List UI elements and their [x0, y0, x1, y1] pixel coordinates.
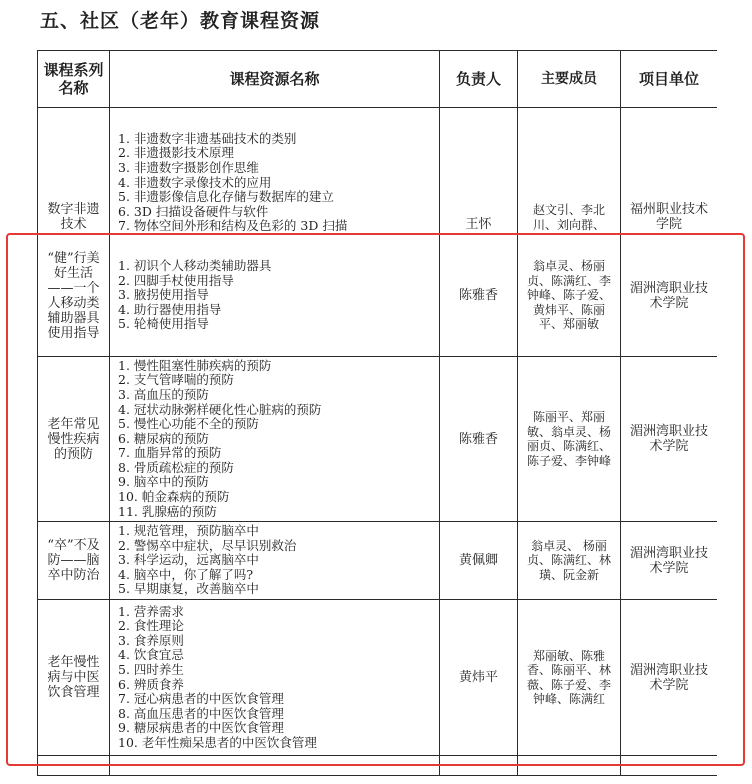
- header-category: 课程系列名称: [38, 51, 110, 108]
- list-item: 5. 早期康复，改善脑卒中: [118, 581, 259, 597]
- lead-person: 陈雅香: [440, 235, 518, 357]
- list-item: 3. 科学运动，远离脑卒中: [118, 552, 259, 568]
- members-list: 陈丽平、郑丽敏、翁卓灵、杨丽贞、陈满红、陈子爱、李钟峰: [518, 357, 621, 522]
- members-list: 赵文引、李北川、刘向群、: [518, 108, 621, 235]
- table-row-partial: [38, 756, 718, 776]
- header-lead: 负责人: [440, 51, 518, 108]
- header-unit: 项目单位: [621, 51, 718, 108]
- resource-list: [110, 357, 440, 522]
- list-item: 1. 规范管理，预防脑卒中: [118, 523, 259, 539]
- list-item: 3. 非遗数字摄影创作思维: [118, 160, 259, 176]
- list-item: 2. 警惕卒中症状，尽早识别救治: [118, 537, 297, 553]
- list-item: 2. 支气管哮喘的预防: [118, 372, 234, 388]
- resource-list: [110, 600, 440, 756]
- header-members: 主要成员: [518, 51, 621, 108]
- course-category: “卒”不及防——脑卒中防治: [38, 522, 110, 600]
- members-list: 翁卓灵、杨丽贞、陈满红、李钟峰、陈子爱、黄炜平、陈丽平、郑丽敏: [518, 235, 621, 357]
- list-item: 6. 糖尿病的预防: [118, 430, 209, 446]
- list-item: 7. 血脂异常的预防: [118, 445, 222, 461]
- list-item: 6. 3D 扫描设备硬件与软件: [118, 203, 269, 219]
- list-item: 9. 脑卒中的预防: [118, 474, 209, 490]
- list-item: 1. 初识个人移动类辅助器具: [118, 258, 272, 274]
- list-item: 4. 助行器使用指导: [118, 301, 222, 317]
- list-item: 5. 轮椅使用指导: [118, 316, 209, 332]
- project-unit: 湄洲湾职业技术学院: [621, 357, 718, 522]
- list-item: 9. 糖尿病患者的中医饮食管理: [118, 720, 284, 736]
- table-row: [38, 357, 718, 522]
- list-item: 2. 四脚手杖使用指导: [118, 272, 234, 288]
- list-item: 5. 非遗影像信息化存储与数据库的建立: [118, 189, 334, 205]
- list-item: 4. 冠状动脉粥样硬化性心脏病的预防: [118, 401, 322, 417]
- header-resources: 课程资源名称: [110, 51, 440, 108]
- list-item: 2. 非遗摄影技术原理: [118, 145, 234, 161]
- list-item: 5. 四时养生: [118, 661, 184, 677]
- project-unit: 湄洲湾职业技术学院: [621, 600, 718, 756]
- course-category: 老年慢性病与中医饮食管理: [38, 600, 110, 756]
- course-category: 数字非遗技术: [38, 108, 110, 235]
- course-resource-table: [37, 50, 717, 776]
- lead-person: 黄佩卿: [440, 522, 518, 600]
- table-viewport: [37, 50, 717, 784]
- list-item: 10. 帕金森病的预防: [118, 489, 230, 505]
- members-list: 郑丽敏、陈雅香、陈丽平、林薇、陈子爱、李钟峰、陈满红: [518, 600, 621, 756]
- list-item: 5. 慢性心功能不全的预防: [118, 416, 259, 432]
- list-item: 1. 非遗数字非遗基础技术的类别: [118, 130, 297, 146]
- section-heading: 五、社区（老年）教育课程资源: [40, 10, 321, 32]
- list-item: 8. 骨质疏松症的预防: [118, 459, 234, 475]
- table-row: [38, 108, 718, 235]
- list-item: 4. 非遗数字录像技术的应用: [118, 174, 272, 190]
- members-list: 翁卓灵、 杨丽贞、陈满红、林璜、阮金新: [518, 522, 621, 600]
- list-item: 8. 高血压患者的中医饮食管理: [118, 705, 284, 721]
- list-item: 3. 食养原则: [118, 632, 184, 648]
- course-category: “健”行美好生活——一个人移动类辅助器具使用指导: [38, 235, 110, 357]
- list-item: 10. 老年性痴呆患者的中医饮食管理: [118, 734, 317, 750]
- lead-person: 王怀: [440, 108, 518, 235]
- list-item: 3. 腋拐使用指导: [118, 287, 209, 303]
- resource-list: [110, 522, 440, 600]
- list-item: 4. 饮食宜忌: [118, 647, 184, 663]
- resource-list: [110, 235, 440, 357]
- list-item: 7. 物体空间外形和结构及色彩的 3D 扫描: [118, 218, 348, 234]
- list-item: 11. 乳腺癌的预防: [118, 503, 217, 519]
- table-row: [38, 235, 718, 357]
- list-item: 7. 冠心病患者的中医饮食管理: [118, 691, 284, 707]
- table-header-row: [38, 51, 718, 108]
- project-unit: 福州职业技术学院: [621, 108, 718, 235]
- list-item: 3. 高血压的预防: [118, 386, 209, 402]
- table-row: [38, 600, 718, 756]
- table-row: [38, 522, 718, 600]
- list-item: 2. 食性理论: [118, 618, 184, 634]
- list-item: 4. 脑卒中，你了解了吗?: [118, 566, 254, 582]
- project-unit: 湄洲湾职业技术学院: [621, 522, 718, 600]
- project-unit: 湄洲湾职业技术学院: [621, 235, 718, 357]
- resource-list: [110, 108, 440, 235]
- list-item: 1. 营养需求: [118, 603, 184, 619]
- lead-person: 陈雅香: [440, 357, 518, 522]
- lead-person: 黄炜平: [440, 600, 518, 756]
- list-item: 6. 辨质食养: [118, 676, 184, 692]
- list-item: 1. 慢性阻塞性肺疾病的预防: [118, 357, 272, 373]
- course-category: 老年常见慢性疾病的预防: [38, 357, 110, 522]
